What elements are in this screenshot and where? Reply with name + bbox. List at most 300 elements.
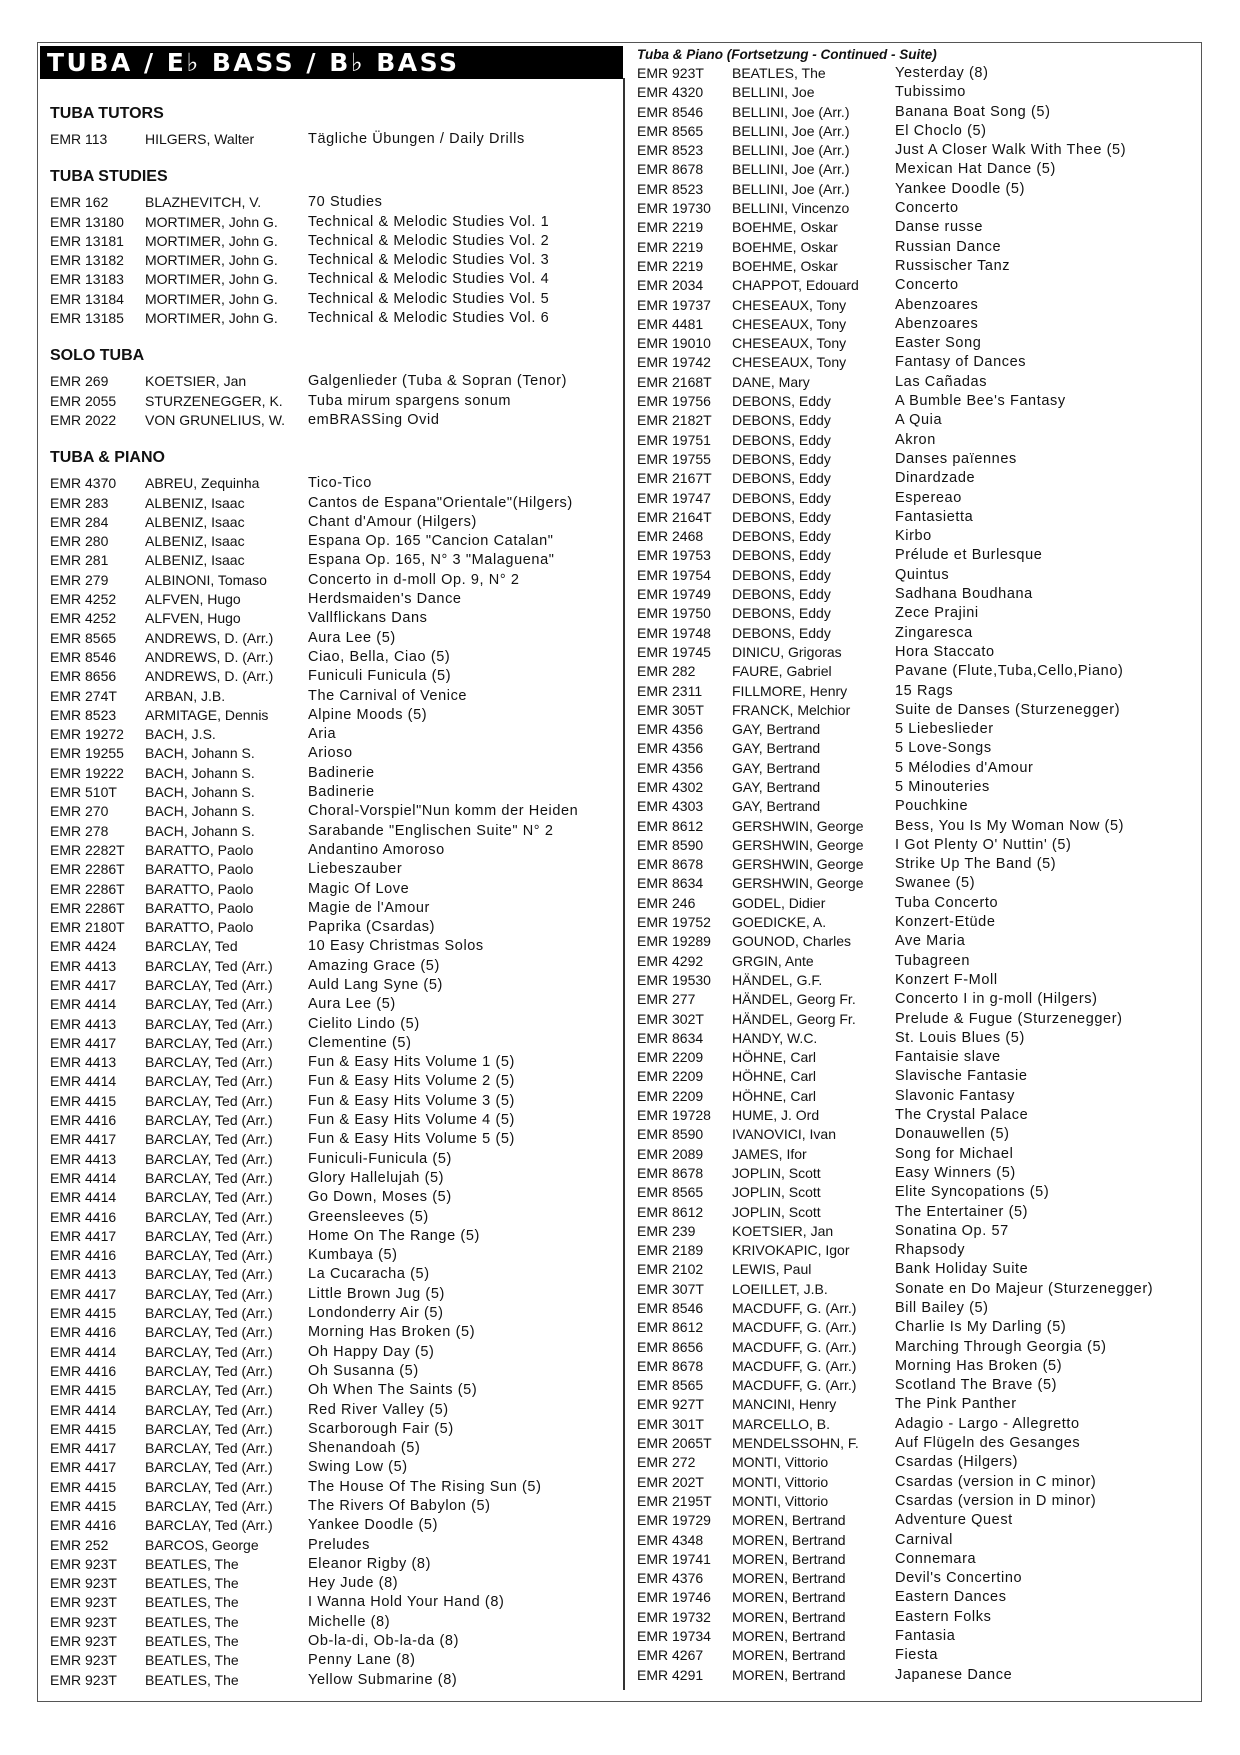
composer: MACDUFF, G. (Arr.): [732, 1300, 857, 1316]
catalog-entry: [50, 1092, 618, 1111]
catalog-number: EMR 8678: [637, 1164, 704, 1181]
work-title: The Rivers Of Babylon (5): [308, 1498, 491, 1514]
work-title: Eastern Dances: [895, 1589, 1007, 1606]
composer: BEATLES, The: [145, 1652, 239, 1669]
work-title: Technical & Melodic Studies Vol. 2: [308, 232, 550, 249]
catalog-entry: [50, 1227, 618, 1246]
catalog-number: EMR 923T: [50, 1671, 117, 1688]
work-title: Fantaisie slave: [895, 1049, 1001, 1066]
catalog-entry: [637, 1145, 1197, 1164]
work-title: Konzert-Etüde: [895, 914, 996, 931]
composer: IVANOVICI, Ivan: [732, 1126, 836, 1143]
catalog-entry: [637, 83, 1197, 102]
composer: GRGIN, Ante: [732, 952, 814, 969]
work-title: Donauwellen (5): [895, 1126, 1010, 1143]
catalog-number: EMR 4416: [50, 1324, 117, 1341]
work-title: Go Down, Moses (5): [308, 1189, 452, 1206]
catalog-entry: [50, 841, 618, 860]
catalog-entry: [50, 590, 618, 609]
catalog-entry: [50, 1439, 618, 1458]
catalog-entry: [637, 1453, 1197, 1472]
catalog-entry: [50, 130, 618, 149]
catalog-number: EMR 2311: [637, 682, 703, 699]
composer: BARCLAY, Ted (Arr.): [145, 1208, 273, 1225]
catalog-entry: [637, 1164, 1197, 1183]
catalog-entry: [637, 489, 1197, 508]
catalog-number: EMR 8634: [637, 875, 704, 892]
work-title: Home On The Range (5): [308, 1227, 480, 1244]
catalog-number: EMR 8612: [637, 817, 704, 834]
catalog-entry: [637, 1222, 1197, 1241]
catalog-number: EMR 4417: [50, 1285, 117, 1302]
catalog-number: EMR 2168T: [637, 373, 712, 390]
work-title: Galgenlieder (Tuba & Sopran (Tenor): [308, 373, 568, 390]
work-title: Swanee (5): [895, 875, 976, 892]
composer: DEBONS, Eddy: [732, 547, 831, 564]
composer: BARCLAY, Ted (Arr.): [145, 976, 273, 993]
catalog-number: EMR 19741: [637, 1550, 711, 1567]
work-title: Oh Susanna (5): [308, 1362, 419, 1379]
composer: DEBONS, Eddy: [732, 624, 831, 641]
composer: DEBONS, Eddy: [732, 586, 831, 603]
catalog-number: EMR 239: [637, 1222, 696, 1239]
catalog-number: EMR 19755: [637, 450, 711, 467]
section-spacer: [50, 149, 618, 161]
composer: HUME, J. Ord: [732, 1107, 820, 1124]
composer: MOREN, Bertrand: [732, 1589, 846, 1606]
composer: MOREN, Bertrand: [732, 1550, 846, 1567]
composer: DEBONS, Eddy: [732, 508, 831, 525]
composer: BARATTO, Paolo: [145, 861, 254, 878]
composer: BOEHME, Oskar: [732, 219, 838, 236]
composer: BEATLES, The: [145, 1633, 239, 1650]
composer: MORTIMER, John G.: [145, 310, 278, 327]
catalog-number: EMR 274T: [50, 687, 117, 704]
composer: GAY, Bertrand: [732, 798, 821, 815]
catalog-number: EMR 4348: [637, 1531, 704, 1548]
composer: BARCLAY, Ted (Arr.): [145, 1401, 273, 1418]
work-title: Glory Hallelujah (5): [308, 1169, 445, 1186]
composer: GOUNOD, Charles: [732, 933, 852, 950]
composer: BACH, Johann S.: [145, 764, 255, 781]
catalog-number: EMR 19756: [637, 393, 711, 410]
work-title: Badinerie: [308, 764, 375, 781]
catalog-number: EMR 19729: [637, 1512, 711, 1529]
section-title: TUBA & PIANO: [50, 449, 165, 467]
catalog-entry: [637, 720, 1197, 739]
catalog-number: EMR 923T: [50, 1613, 117, 1630]
composer: ALBENIZ, Isaac: [145, 533, 245, 550]
catalog-entry: [50, 860, 618, 879]
work-title: Oh Happy Day (5): [308, 1343, 435, 1360]
composer: BARCLAY, Ted (Arr.): [145, 1440, 273, 1457]
catalog-number: EMR 19751: [637, 431, 711, 448]
catalog-number: EMR 279: [50, 571, 109, 588]
catalog-number: EMR 19748: [637, 624, 711, 641]
catalog-number: EMR 4415: [50, 1305, 117, 1322]
catalog-number: EMR 8565: [637, 1377, 704, 1394]
work-title: I Wanna Hold Your Hand (8): [308, 1594, 505, 1611]
work-title: Chant d'Amour (Hilgers): [308, 513, 477, 530]
work-title: Aura Lee (5): [308, 996, 396, 1013]
catalog-entry: [637, 913, 1197, 932]
catalog-number: EMR 302T: [637, 1010, 704, 1027]
catalog-entry: [637, 315, 1197, 334]
catalog-number: EMR 4414: [50, 1073, 117, 1090]
catalog-number: EMR 19752: [637, 914, 711, 931]
work-title: Fantasy of Dances: [895, 354, 1027, 371]
catalog-number: EMR 4417: [50, 1034, 117, 1051]
composer: BARCLAY, Ted (Arr.): [145, 1266, 273, 1283]
catalog-entry: [637, 334, 1197, 353]
catalog-entry: [50, 1150, 618, 1169]
work-title: Penny Lane (8): [308, 1652, 416, 1669]
catalog-number: EMR 19734: [637, 1628, 711, 1645]
catalog-entry: [50, 270, 618, 289]
work-title: Magic Of Love: [308, 880, 410, 897]
catalog-number: EMR 13183: [50, 271, 124, 288]
catalog-number: EMR 8590: [637, 1126, 704, 1143]
work-title: Fantasia: [895, 1628, 956, 1645]
catalog-entry: [637, 1666, 1197, 1685]
catalog-entry: [50, 1381, 618, 1400]
composer: DEBONS, Eddy: [732, 528, 831, 545]
work-title: Abenzoares: [895, 296, 979, 313]
catalog-entry: [637, 1106, 1197, 1125]
catalog-number: EMR 4481: [637, 315, 704, 332]
composer: ALBINONI, Tomaso: [145, 571, 267, 588]
catalog-number: EMR 923T: [50, 1594, 117, 1611]
work-title: Tico-Tico: [308, 475, 372, 492]
catalog-number: EMR 2055: [50, 392, 117, 409]
work-title: Cantos de Espana"Orientale"(Hilgers): [308, 494, 573, 511]
catalog-number: EMR 19746: [637, 1589, 711, 1606]
catalog-number: EMR 307T: [637, 1280, 704, 1297]
work-title: Hora Staccato: [895, 643, 995, 660]
composer: DEBONS, Eddy: [732, 431, 831, 448]
catalog-entry: [637, 1125, 1197, 1144]
catalog-entry: [50, 1130, 618, 1149]
catalog-number: EMR 923T: [50, 1555, 117, 1572]
composer: BARCLAY, Ted (Arr.): [145, 1343, 273, 1360]
work-title: Danses païennes: [895, 450, 1017, 467]
catalog-number: EMR 4414: [50, 996, 117, 1013]
composer: BARCLAY, Ted (Arr.): [145, 1517, 273, 1534]
composer: BARATTO, Paolo: [145, 841, 254, 858]
catalog-entry: [50, 957, 618, 976]
work-title: Zece Prajini: [895, 605, 979, 622]
composer: DEBONS, Eddy: [732, 412, 831, 429]
composer: FAURE, Gabriel: [732, 663, 832, 680]
catalog-entry: [637, 971, 1197, 990]
catalog-number: EMR 4356: [637, 721, 704, 738]
catalog-entry: [637, 103, 1197, 122]
work-title: Shenandoah (5): [308, 1440, 421, 1457]
work-title: Magie de l'Amour: [308, 899, 430, 916]
catalog-number: EMR 278: [50, 822, 109, 839]
work-title: Akron: [895, 431, 936, 448]
work-title: 5 Mélodies d'Amour: [895, 759, 1034, 776]
catalog-entry: [637, 817, 1197, 836]
catalog-entry: [637, 546, 1197, 565]
work-title: Tägliche Übungen / Daily Drills: [308, 131, 525, 147]
catalog-number: EMR 923T: [637, 65, 704, 81]
work-title: Quintus: [895, 566, 950, 583]
composer: BARCLAY, Ted (Arr.): [145, 1034, 273, 1051]
work-title: Yesterday (8): [895, 65, 989, 81]
catalog-number: EMR 923T: [50, 1575, 117, 1592]
work-title: Scarborough Fair (5): [308, 1420, 454, 1437]
catalog-entry: [50, 995, 618, 1014]
catalog-number: EMR 2189: [637, 1242, 704, 1259]
catalog-entry: [50, 725, 618, 744]
work-title: Tuba Concerto: [895, 894, 999, 911]
composer: BARCLAY, Ted (Arr.): [145, 1092, 273, 1109]
catalog-entry: [50, 609, 618, 628]
composer: BEATLES, The: [145, 1594, 239, 1611]
catalog-entry: [637, 1067, 1197, 1086]
composer: MONTI, Vittorio: [732, 1492, 829, 1509]
composer: BARCLAY, Ted (Arr.): [145, 1420, 273, 1437]
catalog-entry: [637, 1010, 1197, 1029]
catalog-number: EMR 8546: [637, 103, 704, 120]
catalog-entry: [637, 411, 1197, 430]
catalog-number: EMR 19289: [637, 933, 711, 950]
composer: BARATTO, Paolo: [145, 899, 254, 916]
work-title: Mexican Hat Dance (5): [895, 161, 1056, 178]
composer: MACDUFF, G. (Arr.): [732, 1377, 857, 1394]
composer: MENDELSSOHN, F.: [732, 1435, 859, 1452]
catalog-number: EMR 8565: [637, 1184, 704, 1201]
catalog-number: EMR 4320: [637, 84, 704, 101]
catalog-number: EMR 13180: [50, 213, 124, 230]
catalog-entry: [637, 373, 1197, 392]
catalog-entry: [50, 532, 618, 551]
catalog-entry: [637, 199, 1197, 218]
composer: MOREN, Bertrand: [732, 1628, 846, 1645]
composer: BELLINI, Joe (Arr.): [732, 122, 850, 139]
work-title: Espana Op. 165 "Cancion Catalan": [308, 533, 554, 550]
composer: BARATTO, Paolo: [145, 919, 254, 936]
work-title: The Carnival of Venice: [308, 687, 468, 704]
catalog-number: EMR 4417: [50, 1227, 117, 1244]
catalog-entry: [50, 648, 618, 667]
composer: BEATLES, The: [145, 1575, 239, 1592]
work-title: Auf Flügeln des Gesanges: [895, 1435, 1081, 1452]
composer: GAY, Bertrand: [732, 778, 821, 795]
catalog-entry: [50, 392, 618, 411]
page-banner: TUBA / E♭ BASS / B♭ BASS: [40, 46, 623, 79]
work-title: El Choclo (5): [895, 122, 987, 139]
composer: MOREN, Bertrand: [732, 1570, 846, 1587]
work-title: Csardas (version in D minor): [895, 1492, 1097, 1509]
work-title: Fun & Easy Hits Volume 5 (5): [308, 1131, 515, 1148]
catalog-entry: [637, 1492, 1197, 1511]
catalog-number: EMR 923T: [50, 1652, 117, 1669]
work-title: Cielito Lindo (5): [308, 1015, 420, 1032]
catalog-number: EMR 4415: [50, 1382, 117, 1399]
catalog-number: EMR 4376: [637, 1570, 704, 1587]
catalog-number: EMR 2468: [637, 528, 704, 545]
catalog-entry: [50, 899, 618, 918]
work-title: Banana Boat Song (5): [895, 103, 1051, 120]
catalog-number: EMR 19730: [637, 200, 711, 217]
catalog-number: EMR 270: [50, 803, 109, 820]
work-title: A Bumble Bee's Fantasy: [895, 393, 1066, 410]
catalog-entry: [50, 783, 618, 802]
composer: KOETSIER, Jan: [145, 373, 247, 390]
composer: ANDREWS, D. (Arr.): [145, 629, 274, 646]
composer: BARCLAY, Ted (Arr.): [145, 1478, 273, 1495]
composer: CHAPPOT, Edouard: [732, 277, 859, 294]
work-title: Sarabande "Englischen Suite" N° 2: [308, 822, 554, 839]
catalog-entry: [50, 1632, 618, 1651]
catalog-number: EMR 282: [637, 663, 696, 680]
catalog-number: EMR 281: [50, 552, 109, 569]
composer: GODEL, Didier: [732, 894, 826, 911]
composer: BARCLAY, Ted (Arr.): [145, 1324, 273, 1341]
catalog-number: EMR 923T: [50, 1633, 117, 1650]
section-spacer: [50, 328, 618, 340]
work-title: Badinerie: [308, 784, 375, 801]
work-title: Concerto I in g-moll (Hilgers): [895, 991, 1098, 1008]
composer: BELLINI, Joe (Arr.): [732, 103, 850, 120]
work-title: 70 Studies: [308, 194, 383, 211]
catalog-entry: [637, 1318, 1197, 1337]
work-title: Ob-la-di, Ob-la-da (8): [308, 1633, 459, 1650]
catalog-entry: [637, 1260, 1197, 1279]
work-title: Scotland The Brave (5): [895, 1377, 1058, 1394]
catalog-entry: [50, 411, 618, 430]
catalog-entry: [637, 1183, 1197, 1202]
work-title: Technical & Melodic Studies Vol. 5: [308, 290, 550, 307]
catalog-number: EMR 301T: [637, 1415, 704, 1432]
work-title: Slavische Fantasie: [895, 1068, 1028, 1085]
section-spacer: [50, 430, 618, 442]
work-title: Marching Through Georgia (5): [895, 1338, 1107, 1355]
composer: JOPLIN, Scott: [732, 1164, 821, 1181]
catalog-entry: [50, 1555, 618, 1574]
work-title: Technical & Melodic Studies Vol. 1: [308, 213, 550, 230]
composer: ALBENIZ, Isaac: [145, 552, 245, 569]
catalog-number: EMR 8565: [50, 629, 117, 646]
catalog-entry: [50, 1169, 618, 1188]
catalog-entry: [637, 682, 1197, 701]
work-title: Morning Has Broken (5): [895, 1357, 1063, 1374]
composer: ALBENIZ, Isaac: [145, 494, 245, 511]
catalog-number: EMR 13181: [50, 232, 124, 249]
catalog-entry: [50, 1478, 618, 1497]
catalog-number: EMR 4417: [50, 976, 117, 993]
catalog-number: EMR 4415: [50, 1420, 117, 1437]
work-title: 15 Rags: [895, 682, 954, 699]
work-title: Yellow Submarine (8): [308, 1671, 458, 1688]
composer: BARCLAY, Ted (Arr.): [145, 1247, 273, 1264]
catalog-entry: [637, 952, 1197, 971]
catalog-entry: [637, 1415, 1197, 1434]
composer: MOREN, Bertrand: [732, 1647, 846, 1664]
work-title: 5 Minouteries: [895, 778, 990, 795]
catalog-entry: [637, 1395, 1197, 1414]
catalog-number: EMR 19742: [637, 354, 711, 371]
work-title: Concerto in d-moll Op. 9, N° 2: [308, 571, 520, 588]
catalog-number: EMR 2167T: [637, 470, 712, 487]
composer: MACDUFF, G. (Arr.): [732, 1338, 857, 1355]
catalog-number: EMR 19753: [637, 547, 711, 564]
work-title: Russischer Tanz: [895, 257, 1011, 274]
composer: BELLINI, Joe: [732, 84, 815, 101]
work-title: Devil's Concertino: [895, 1570, 1023, 1587]
composer: JOPLIN, Scott: [732, 1184, 821, 1201]
composer: HÄNDEL, G.F.: [732, 971, 823, 988]
composer: MACDUFF, G. (Arr.): [732, 1319, 857, 1336]
composer: CHESEAUX, Tony: [732, 315, 847, 332]
composer: MORTIMER, John G.: [145, 290, 278, 307]
catalog-entry: [50, 667, 618, 686]
composer: MOREN, Bertrand: [732, 1608, 846, 1625]
work-title: Red River Valley (5): [308, 1401, 449, 1418]
composer: GERSHWIN, George: [732, 856, 864, 873]
right-column: [637, 46, 1197, 1685]
work-title: Sonatina Op. 57: [895, 1222, 1009, 1239]
catalog-entry: [637, 160, 1197, 179]
work-title: La Cucaracha (5): [308, 1266, 430, 1283]
catalog-number: EMR 19745: [637, 643, 711, 660]
work-title: Dinardzade: [895, 470, 976, 487]
catalog-number: EMR 8590: [637, 836, 704, 853]
composer: BEATLES, The: [145, 1613, 239, 1630]
composer: ALFVEN, Hugo: [145, 591, 241, 608]
work-title: Zingaresca: [895, 624, 973, 641]
catalog-entry: [50, 1401, 618, 1420]
catalog-number: EMR 4414: [50, 1189, 117, 1206]
catalog-number: EMR 4370: [50, 475, 117, 492]
work-title: Las Cañadas: [895, 373, 988, 390]
work-title: Adagio - Largo - Allegretto: [895, 1415, 1080, 1432]
catalog-number: EMR 4417: [50, 1131, 117, 1148]
work-title: Espana Op. 165, N° 3 "Malaguena": [308, 552, 555, 569]
work-title: A Quia: [895, 412, 943, 429]
catalog-number: EMR 4413: [50, 1054, 117, 1071]
work-title: Ciao, Bella, Ciao (5): [308, 648, 451, 665]
catalog-number: EMR 4416: [50, 1362, 117, 1379]
work-title: Carnival: [895, 1531, 953, 1548]
catalog-number: EMR 4292: [637, 952, 704, 969]
work-title: St. Louis Blues (5): [895, 1029, 1025, 1046]
work-title: Amazing Grace (5): [308, 957, 440, 974]
composer: HÄNDEL, Georg Fr.: [732, 1010, 856, 1027]
composer: ANDREWS, D. (Arr.): [145, 668, 274, 685]
catalog-entry: [50, 251, 618, 270]
catalog-entry: [50, 193, 618, 212]
composer: DANE, Mary: [732, 373, 810, 390]
work-title: Slavonic Fantasy: [895, 1087, 1016, 1104]
composer: MARCELLO, B.: [732, 1415, 831, 1432]
catalog-number: EMR 2219: [637, 257, 704, 274]
work-title: Arioso: [308, 745, 353, 762]
composer: BARCLAY, Ted (Arr.): [145, 1498, 273, 1514]
work-title: Suite de Danses (Sturzenegger): [895, 701, 1121, 718]
work-title: The House Of The Rising Sun (5): [308, 1478, 542, 1495]
catalog-number: EMR 113: [50, 131, 108, 147]
catalog-entry: [637, 527, 1197, 546]
catalog-entry: [50, 1458, 618, 1477]
composer: BELLINI, Joe (Arr.): [732, 142, 850, 159]
catalog-entry: [50, 309, 618, 328]
catalog-number: EMR 2089: [637, 1145, 704, 1162]
work-title: Oh When The Saints (5): [308, 1382, 478, 1399]
composer: VON GRUNELIUS, W.: [145, 411, 286, 428]
